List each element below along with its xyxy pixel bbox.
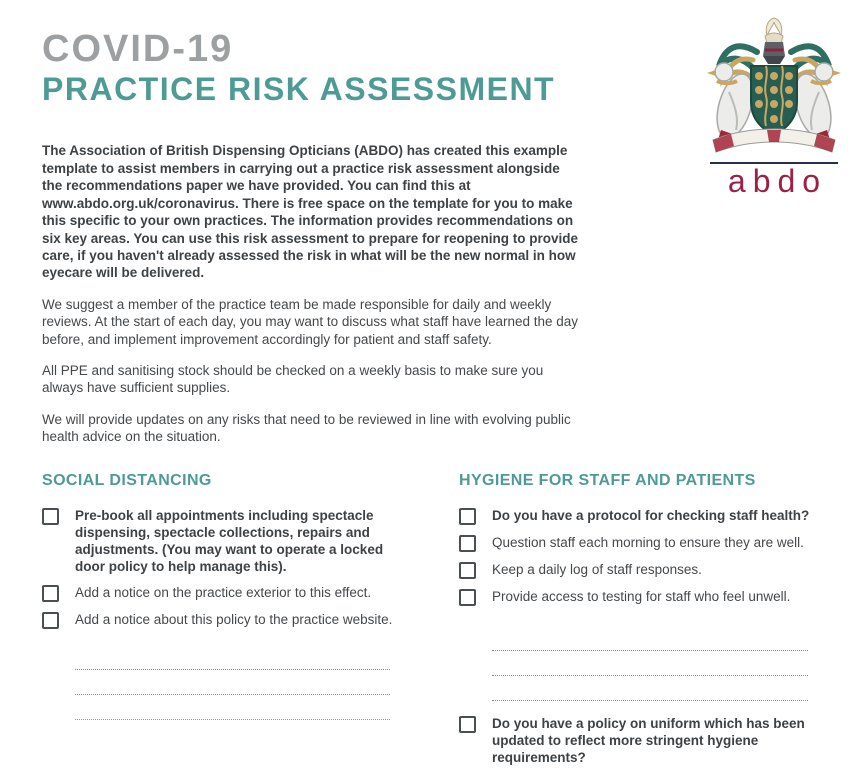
checkbox-social-3[interactable] bbox=[42, 612, 59, 629]
page-title: COVID-19 bbox=[42, 28, 234, 70]
logo-wordmark: abdo bbox=[727, 163, 828, 199]
check-label: Pre-book all appointments including spectacle dispensing, spectacle collections, repairs and adjustments. (You may want to operate a locked door policy to help manage this). bbox=[75, 507, 384, 575]
check-row bbox=[459, 588, 859, 606]
write-in-line[interactable] bbox=[75, 645, 390, 670]
check-row bbox=[42, 507, 459, 576]
check-row bbox=[42, 611, 459, 629]
checkbox-social-2[interactable] bbox=[42, 585, 59, 602]
checkbox-hygiene-3[interactable] bbox=[459, 562, 476, 579]
page-subtitle: PRACTICE RISK ASSESSMENT bbox=[42, 70, 556, 107]
checklist-columns bbox=[42, 472, 868, 775]
write-in-line[interactable] bbox=[492, 626, 808, 651]
check-label: Question staff each morning to ensure they are well. bbox=[492, 534, 804, 550]
check-label: Keep a daily log of staff responses. bbox=[492, 561, 702, 577]
checkbox-hygiene-1[interactable] bbox=[459, 508, 476, 525]
intro-text bbox=[42, 142, 580, 445]
intro-paragraph: We will provide updates on any risks that need to be reviewed in line with evolving public health advice on the situation. bbox=[42, 411, 571, 445]
checkbox-hygiene-4[interactable] bbox=[459, 589, 476, 606]
checkbox-social-1[interactable] bbox=[42, 508, 59, 525]
checkbox-hygiene-2[interactable] bbox=[459, 535, 476, 552]
write-in-line[interactable] bbox=[492, 651, 808, 676]
check-label: Add a notice on the practice exterior to this effect. bbox=[75, 585, 372, 601]
check-row bbox=[42, 584, 459, 602]
intro-paragraph: The Association of British Dispensing Opticians (ABDO) has created this example template to assist members in carrying out a practice risk assessment alongside the recommendations paper we have provided. You can find this at www.abdo.org.uk/coronavirus. There is free space on the template for you to make this specific to your own practices. The information provides recommendations on six key areas. You can use this risk assessment to prepare for reopening to provide care, if you haven't already assessed the risk in what will be the new normal in how eyecare will be delivered. bbox=[42, 143, 578, 281]
write-in-line[interactable] bbox=[75, 670, 390, 695]
write-in-line[interactable] bbox=[75, 695, 390, 720]
write-in-line[interactable] bbox=[492, 676, 808, 701]
check-row bbox=[459, 715, 859, 767]
check-label: Provide access to testing for staff who feel unwell. bbox=[492, 588, 791, 604]
intro-paragraph: We suggest a member of the practice team be made responsible for daily and weekly reviews. At the start of each day, you may want to discuss what staff have learned the day before, and implement improvement accordingly for patient and staff safety. bbox=[42, 296, 579, 347]
checkbox-hygiene-5[interactable] bbox=[459, 716, 476, 733]
check-row bbox=[459, 507, 859, 525]
check-label: Do you have a protocol for checking staff health? bbox=[492, 507, 810, 523]
abdo-crest-icon bbox=[699, 10, 849, 160]
check-row bbox=[459, 561, 859, 579]
write-in-area bbox=[75, 645, 390, 720]
section-hygiene bbox=[459, 472, 859, 775]
check-label: Add a notice about this policy to the practice website. bbox=[75, 612, 393, 628]
section-heading: HYGIENE FOR STAFF AND PATIENTS bbox=[459, 471, 756, 489]
abdo-logo bbox=[696, 10, 852, 199]
section-social-distancing bbox=[42, 472, 459, 775]
check-label: Do you have a policy on uniform which has been updated to reflect more stringent hygiene requirements? bbox=[492, 715, 805, 765]
check-row bbox=[459, 534, 859, 552]
write-in-area bbox=[492, 626, 808, 701]
intro-paragraph: All PPE and sanitising stock should be checked on a weekly basis to make sure you always have sufficient supplies. bbox=[42, 362, 544, 396]
section-heading: SOCIAL DISTANCING bbox=[42, 471, 212, 489]
